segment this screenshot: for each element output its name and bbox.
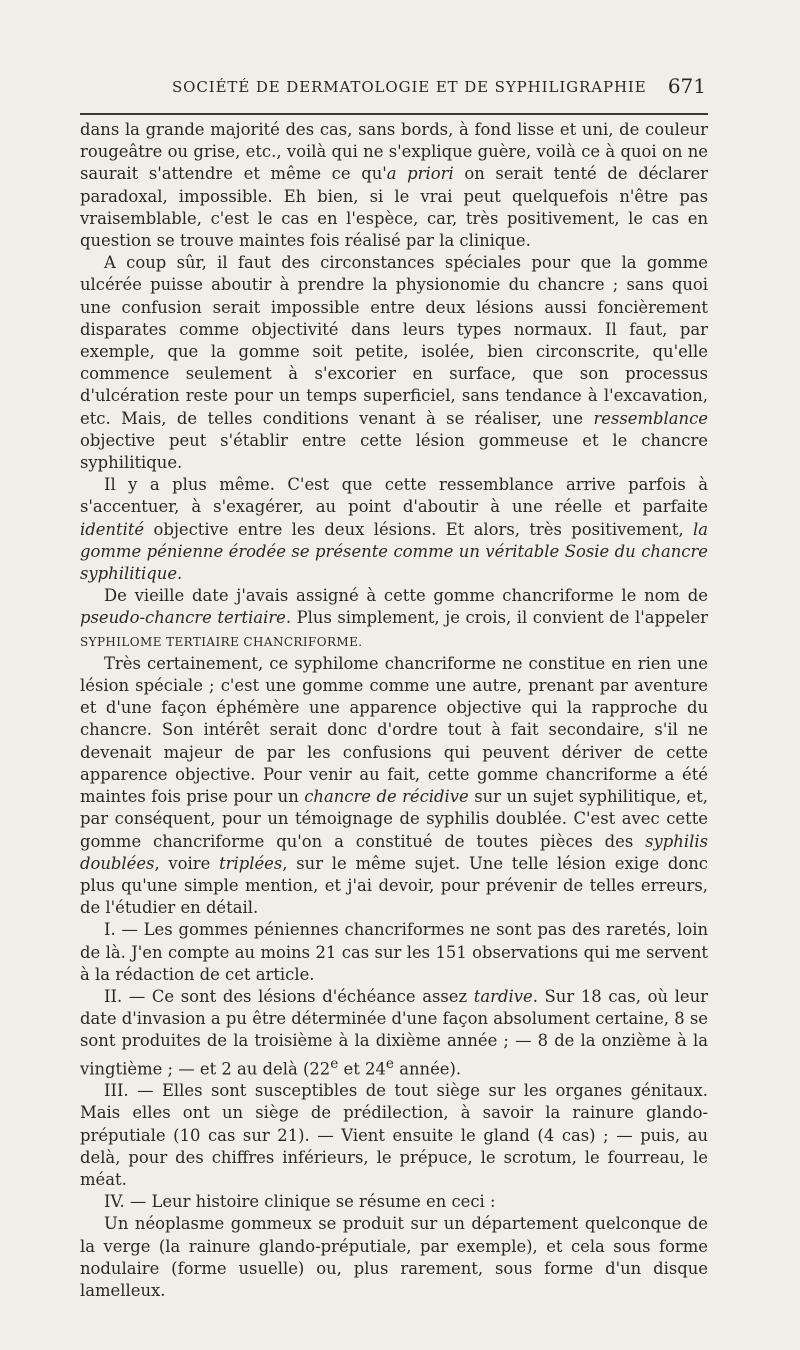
paragraph-6: I. — Les gommes péniennes chancriformes ne sont pas des raretés, loin de là. J'en compte au moins 21 cas sur les 151 observations qui me servent à la rédaction de cet article. (80, 920, 708, 984)
paragraph-2: A coup sûr, il faut des circonstances spéciales pour que la gomme ulcérée puisse aboutir à prendre la physionomie du chancre ; sans quoi une confusion serait impossible entre deux lésions aussi foncièrement disparates comme objectivité dans leurs types normaux. Il faut, par exemple, que la gomme soit petite, isolée, bien circonscrite, qu'elle commence seulement à s'excorier en surface, que son processus d'ulcération reste pour un temps superficiel, sans tendance à l'excavation, etc. Mais, de telles conditions venant à se réaliser, une ressemblance objective peut s'établir entre cette lésion gommeuse et le chancre syphilitique. (80, 253, 708, 473)
paragraph-10: Un néoplasme gommeux se produit sur un département quelconque de la verge (la rainure glando-préputiale, par exemple), et cela sous forme nodulaire (forme usuelle) ou, plus rarement, sous forme d'un disque lamelleux. (80, 1214, 708, 1301)
paragraph-4: De vieille date j'avais assigné à cette gomme chancriforme le nom de pseudo-chancre tertiaire. Plus simplement, je crois, il convient de l'appeler SYPHILOME TERTIAIRE CHANCRIFORME. (80, 586, 708, 649)
paragraph-7: II. — Ce sont des lésions d'échéance assez tardive. Sur 18 cas, où leur date d'invasion a pu être déterminée d'une façon absolument certaine, 8 se sont produites de la troisième à la dixième année ; — 8 de la onzième à la vingtième ; — et 2 au delà (22e et 24e année). (80, 986, 708, 1078)
paragraph-9: IV. — Leur histoire clinique se résume en ceci : (104, 1192, 496, 1212)
paragraph-3: Il y a plus même. C'est que cette ressemblance arrive parfois à s'accentuer, à s'exagérer, au point d'aboutir à une réelle et parfaite identité objective entre les deux lésions. Et alors, très positivement, la gomme pénienne érodée se présente comme un véritable Sosie du chancre syphilitique. (80, 475, 708, 584)
paragraph-1: dans la grande majorité des cas, sans bords, à fond lisse et uni, de couleur rougeâtre ou grise, etc., voilà qui ne s'explique guère, voilà ce à quoi on ne saurait s'attendre et même ce qu'a priori on serait tenté de déclarer paradoxal, impossible. Eh bien, si le vrai peut quelquefois n'être pas vraisemblable, c'est le cas en l'espèce, car, très positivement, le cas en question se trouve maintes fois réalisé par la clinique. (80, 120, 708, 251)
paragraph-5: Très certainement, ce syphilome chancriforme ne constitue en rien une lésion spéciale ; c'est une gomme comme une autre, prenant par aventure et d'une façon éphémère une apparence objective qui la rapproche du chancre. Son intérêt serait donc d'ordre tout à fait secondaire, s'il ne devenait majeur de par les confusions qui peuvent dériver de cette apparence objective. Pour venir au fait, cette gomme chancriforme a été maintes fois prise pour un chancre de récidive sur un sujet syphilitique, et, par conséquent, pour un témoignage de syphilis doublée. C'est avec cette gomme chancriforme qu'on a constitué de toutes pièces des syphilis doublées, voire triplées, sur le même sujet. Une telle lésion exige donc plus qu'une simple mention, et j'ai devoir, pour prévenir de telles erreurs, de l'étudier en détail. (80, 653, 708, 918)
body-text (80, 119, 708, 1302)
header-rule (80, 113, 708, 115)
paragraph-8: III. — Elles sont susceptibles de tout siège sur les organes génitaux. Mais elles ont un siège de prédilection, à savoir la rainure glando-préputiale (10 cas sur 21). — Vient ensuite le gland (4 cas) ; — puis, au delà, pour des chiffres inférieurs, le prépuce, le scrotum, le fourreau, le méat. (80, 1081, 708, 1190)
running-header (80, 76, 708, 100)
page-number: 671 (667, 74, 706, 98)
running-title: SOCIÉTÉ DE DERMATOLOGIE ET DE SYPHILIGRAPHIE (172, 78, 647, 96)
